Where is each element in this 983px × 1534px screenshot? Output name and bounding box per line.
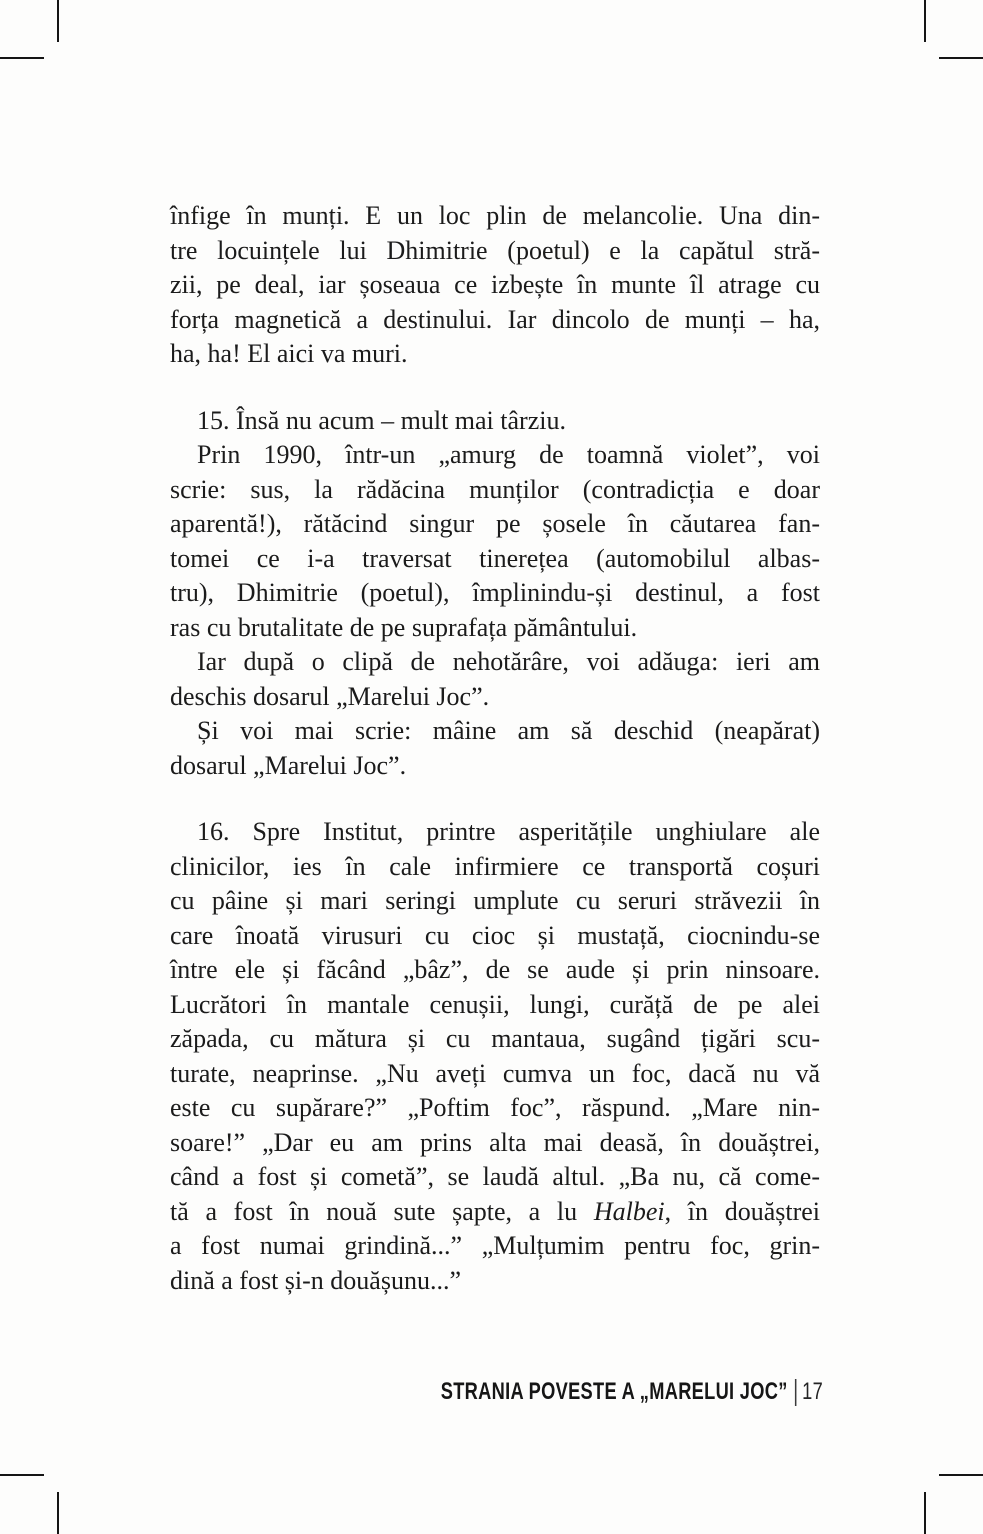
text-segment: aparentă!), rătăcind singur pe șosele în căutarea fan- <box>170 509 820 538</box>
text-line <box>170 1057 820 1092</box>
text-segment: tomei ce i-a traversat tinerețea (automobilul albas- <box>170 543 820 573</box>
text-line <box>170 1229 820 1264</box>
crop-mark-top-left-horizontal <box>0 57 44 59</box>
text-segment: dină a fost și-n douășunu...” <box>170 1265 462 1295</box>
text-line <box>170 919 820 954</box>
text-segment: tă a fost în nouă sute șapte, a lu <box>170 1196 594 1226</box>
crop-mark-top-right-vertical <box>924 0 926 42</box>
text-line <box>170 199 820 234</box>
text-line <box>170 1195 820 1230</box>
text-segment: soare!” „Dar eu am prins alta mai deasă, în douăștrei, <box>170 1127 820 1157</box>
paragraph <box>170 404 820 439</box>
body-text <box>170 199 820 1298</box>
crop-mark-bottom-right-vertical <box>924 1492 926 1534</box>
text-segment: Lucrători în mantale cenușii, lungi, curăță de pe alei <box>170 989 820 1019</box>
text-line <box>170 714 820 749</box>
text-line <box>170 1160 820 1195</box>
crop-mark-bottom-left-horizontal <box>0 1474 44 1476</box>
text-line <box>170 268 820 303</box>
text-segment: când a fost și cometă”, se laudă altul. „Ba nu, că come- <box>170 1162 820 1191</box>
text-segment: ha, ha! El aici va muri. <box>170 339 408 368</box>
text-segment: cu pâine și mari seringi umplute cu seruri străvezii în <box>170 886 820 915</box>
text-line <box>170 576 820 611</box>
text-line <box>170 303 820 338</box>
text-segment: zăpada, cu mătura și cu mantaua, sugând țigări scu- <box>170 1024 820 1053</box>
text-line <box>170 1264 820 1299</box>
text-segment: zii, pe deal, iar șoseaua ce izbește în munte îl atrage cu <box>170 270 820 299</box>
text-segment: Iar după o clipă de nehotărâre, voi adăuga: ieri am <box>197 647 820 676</box>
text-segment: înfige în munți. E un loc plin de melancolie. Una din- <box>170 201 820 230</box>
text-line <box>170 815 820 850</box>
text-line <box>170 337 820 372</box>
text-line <box>170 680 820 715</box>
paragraph <box>170 645 820 714</box>
text-segment: a fost numai grindină...” „Mulțumim pentru foc, grin- <box>170 1231 820 1260</box>
text-segment: ras cu brutalitate de pe suprafața pământului. <box>170 612 638 642</box>
text-line <box>170 749 820 784</box>
crop-mark-bottom-left-vertical <box>57 1492 59 1534</box>
text-segment: , în douăștrei <box>664 1196 820 1226</box>
running-title: STRANIA POVESTE A „MARELUI JOC” <box>440 1378 788 1405</box>
crop-mark-top-right-horizontal <box>939 57 983 59</box>
text-segment: Și voi mai scrie: mâine am să deschid (neapărat) <box>197 716 820 745</box>
text-segment: tre locuințele lui Dhimitrie (poetul) e la capătul stră- <box>170 235 820 265</box>
text-line <box>170 1091 820 1126</box>
text-line <box>170 404 820 439</box>
text-segment: scrie: sus, la rădăcina munților (contradicția e doar <box>170 474 820 504</box>
text-line <box>170 953 820 988</box>
footer-separator-rule <box>795 1379 797 1406</box>
text-segment: clinicilor, ies în cale infirmiere ce transportă coșuri <box>170 851 820 881</box>
text-line <box>170 645 820 680</box>
text-line <box>170 1022 820 1057</box>
paragraph <box>170 199 820 372</box>
text-segment: care înoată virusuri cu cioc și mustață, ciocnindu-se <box>170 920 820 950</box>
text-segment: turate, neaprinse. „Nu aveți cumva un foc, dacă nu vă <box>170 1058 820 1088</box>
text-line <box>170 542 820 577</box>
text-segment: forța magnetică a destinului. Iar dincolo de munți – ha, <box>170 304 820 334</box>
paragraph <box>170 714 820 783</box>
paragraph-gap <box>170 783 820 815</box>
text-segment: între ele și făcând „bâz”, de se aude și prin ninsoare. <box>170 955 820 984</box>
crop-mark-bottom-right-horizontal <box>939 1474 983 1476</box>
text-line <box>170 988 820 1023</box>
text-line <box>170 884 820 919</box>
text-line <box>170 507 820 542</box>
text-segment: este cu supărare?” „Poftim foc”, răspund. „Mare nin- <box>170 1093 820 1122</box>
text-segment: Prin 1990, într-un „amurg de toamnă violet”, voi <box>197 440 820 469</box>
text-segment: tru), Dhimitrie (poetul), împlinindu-și destinul, a fost <box>170 578 820 607</box>
page-footer <box>441 1378 823 1406</box>
crop-mark-top-left-vertical <box>57 0 59 42</box>
text-segment: 16. Spre Institut, printre asperitățile unghiulare ale <box>197 817 820 846</box>
text-segment: deschis dosarul „Marelui Joc”. <box>170 681 490 711</box>
paragraph <box>170 438 820 645</box>
text-segment: dosarul „Marelui Joc”. <box>170 750 407 780</box>
paragraph-gap <box>170 372 820 404</box>
text-line <box>170 1126 820 1161</box>
page-number: 17 <box>801 1378 823 1405</box>
text-segment: 15. Însă nu acum – mult mai târziu. <box>197 405 566 435</box>
text-line <box>170 611 820 646</box>
paragraph <box>170 815 820 1298</box>
text-line <box>170 473 820 508</box>
text-line <box>170 850 820 885</box>
text-line <box>170 438 820 473</box>
italic-text: Halbei <box>593 1196 665 1226</box>
text-line <box>170 234 820 269</box>
